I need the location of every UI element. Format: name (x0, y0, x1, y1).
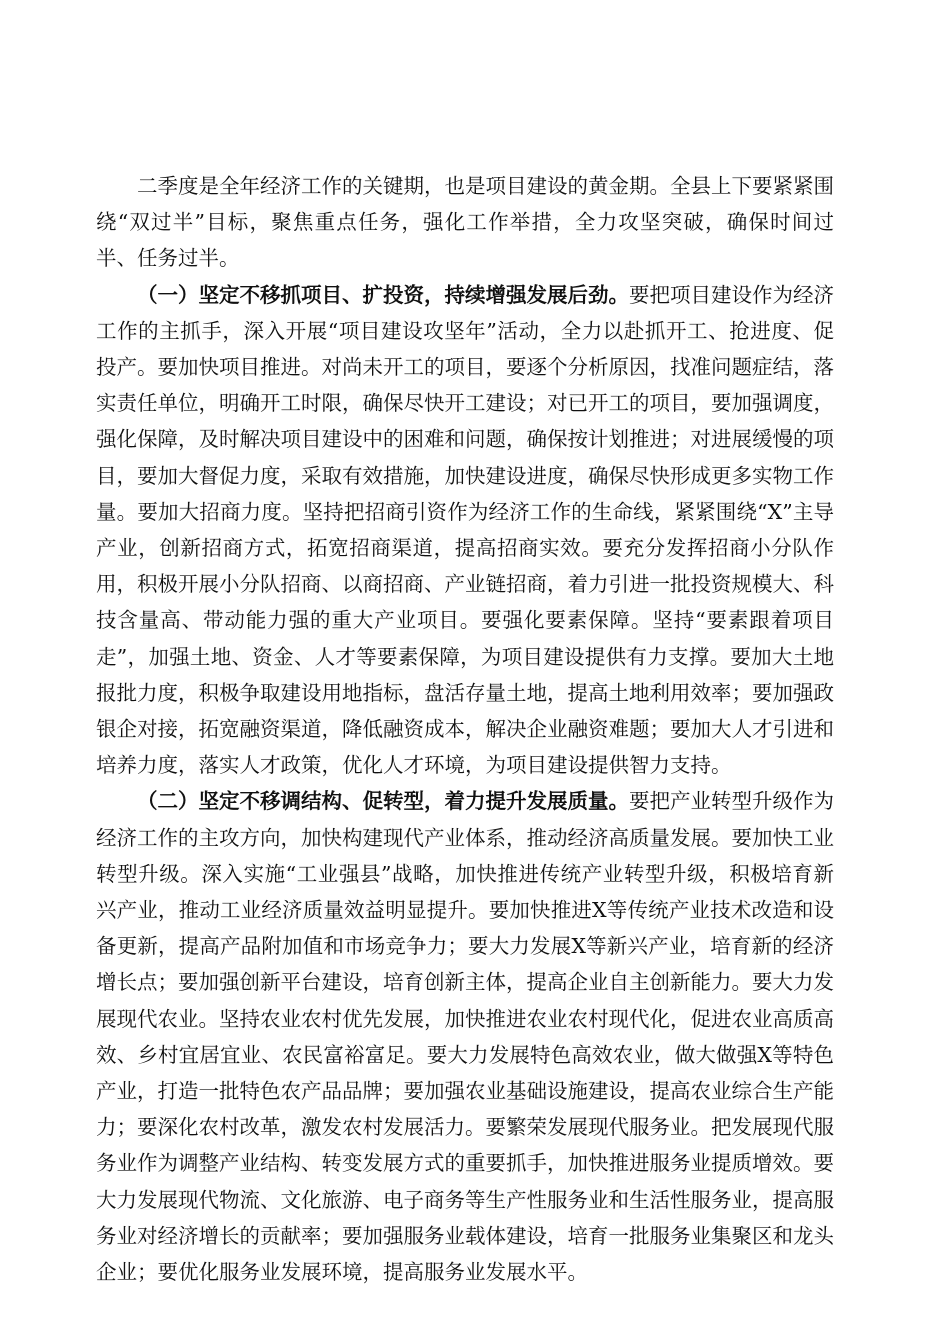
section-2-body: 要把产业转型升级作为经济工作的主攻方向，加快构建现代产业体系，推动经济高质量发展。要加快工业转型升级。深入实施“工业强县”战略，加快推进传统产业转型升级，积极培育新兴产业，推动工业经济质量效益明显提升。要加快推进X等传统产业技术改造和设备更新，提高产品附加值和市场竞争力；要大力发展X等新兴产业，培育新的经济增长点；要加强创新平台建设，培育创新主体，提高企业自主创新能力。要大力发展现代农业。坚持农业农村优先发展，加快推进农业农村现代化，促进农业高质高效、乡村宜居宜业、农民富裕富足。要大力发展特色高效农业，做大做强X等特色产业，打造一批特色农产品品牌；要加强农业基础设施建设，提高农业综合生产能力；要深化农村改革，激发农村发展活力。要繁荣发展现代服务业。把发展现代服务业作为调整产业结构、转变发展方式的重要抓手，加快推进服务业提质增效。要大力发展现代物流、文化旅游、电子商务等生产性服务业和生活性服务业，提高服务业对经济增长的贡献率；要加强服务业载体建设，培育一批服务业集聚区和龙头企业；要优化服务业发展环境，提高服务业发展水平。 (96, 789, 834, 1285)
section-1-heading: （一）坚定不移抓项目、扩投资，持续增强发展后劲。 (137, 282, 629, 307)
intro-paragraph: 二季度是全年经济工作的关键期，也是项目建设的黄金期。全县上下要紧紧围绕“双过半”目标，聚焦重点任务，强化工作举措，全力攻坚突破，确保时间过半、任务过半。 (96, 174, 834, 271)
section-1-body: 要把项目建设作为经济工作的主抓手，深入开展“项目建设攻坚年”活动，全力以赴抓开工、抢进度、促投产。要加快项目推进。对尚未开工的项目，要逐个分析原因，找准问题症结，落实责任单位，明确开工时限，确保尽快开工建设；对已开工的项目，要加强调度，强化保障，及时解决项目建设中的困难和问题，确保按计划推进；对进展缓慢的项目，要加大督促力度，采取有效措施，加快建设进度，确保尽快形成更多实物工作量。要加大招商力度。坚持把招商引资作为经济工作的生命线，紧紧围绕“X”主导产业，创新招商方式，拓宽招商渠道，提高招商实效。要充分发挥招商小分队作用，积极开展小分队招商、以商招商、产业链招商，着力引进一批投资规模大、科技含量高、带动能力强的重大产业项目。要强化要素保障。坚持“要素跟着项目走”，加强土地、资金、人才等要素保障，为项目建设提供有力支撑。要加大土地报批力度，积极争取建设用地指标，盘活存量土地，提高土地利用效率；要加强政银企对接，拓宽融资渠道，降低融资成本，解决企业融资难题；要加大人才引进和培养力度，落实人才政策，优化人才环境，为项目建设提供智力支持。 (96, 282, 834, 778)
section-1-paragraph (96, 277, 834, 784)
section-2-paragraph (96, 783, 834, 1290)
document-body (96, 168, 834, 1290)
section-2-heading: （二）坚定不移调结构、促转型，着力提升发展质量。 (137, 789, 629, 814)
